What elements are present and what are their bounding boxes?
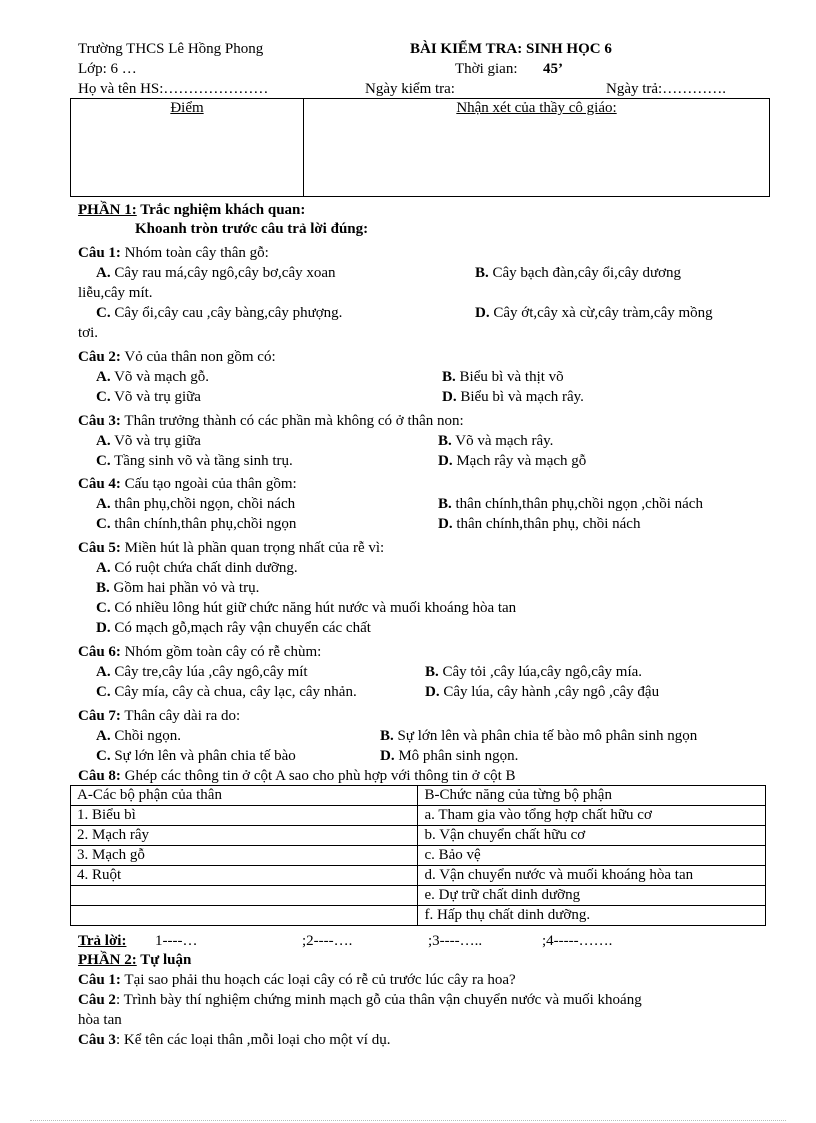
table-row <box>71 846 766 866</box>
answer-blank-4: ;4-----……. <box>542 933 613 949</box>
q7-option-c: C. Sự lớn lên và phân chia tế bào <box>96 748 296 764</box>
q7-option-d: D. Mô phân sinh ngọn. <box>380 748 519 764</box>
table-cell-a: 4. Ruột <box>71 866 418 886</box>
time-value: 45’ <box>543 61 563 77</box>
q5-option-d: D. Có mạch gỗ,mạch rây vận chuyển các chất <box>96 620 371 636</box>
table-cell-b: b. Vận chuyển chất hữu cơ <box>418 826 766 846</box>
table-row <box>71 806 766 826</box>
part2-heading: PHẦN 2: Tự luận <box>78 952 192 968</box>
q7-text: Câu 7: Thân cây dài ra do: <box>78 708 241 724</box>
q6-option-c: C. Cây mía, cây cà chua, cây lạc, cây nhản. <box>96 684 357 700</box>
q6-option-a: A. Cây tre,cây lúa ,cây ngô,cây mít <box>96 664 308 680</box>
q2-option-c: C. Võ và trụ giữa <box>96 389 201 405</box>
q6-text: Câu 6: Nhóm gồm toàn cây có rễ chùm: <box>78 644 322 660</box>
matching-table <box>70 785 766 926</box>
table-row <box>71 906 766 926</box>
table-cell-a: 2. Mạch rây <box>71 826 418 846</box>
answer-label: Trả lời: <box>78 933 127 949</box>
q2-text: Câu 2: Vỏ của thân non gồm có: <box>78 349 276 365</box>
q3-option-a: A. Võ và trụ giữa <box>96 433 201 449</box>
table-cell-b: d. Vận chuyển nước và muối khoáng hòa tan <box>418 866 766 886</box>
q4-option-b: B. thân chính,thân phụ,chồi ngọn ,chồi nách <box>438 496 703 512</box>
q4-option-a: A. thân phụ,chồi ngọn, chồi nách <box>96 496 296 512</box>
q3-option-b: B. Võ và mạch rây. <box>438 433 554 449</box>
table-cell-b: c. Bảo vệ <box>418 846 766 866</box>
q1-option-b: B. Cây bạch đàn,cây ổi,cây dương <box>475 265 682 281</box>
table-row <box>71 826 766 846</box>
column-b-header: B-Chức năng của từng bộ phận <box>418 786 766 806</box>
q5-option-a: A. Có ruột chứa chất dinh dưỡng. <box>96 560 298 576</box>
part1-heading: PHẦN 1: Trắc nghiệm khách quan: <box>78 202 306 218</box>
table-cell-a: 1. Biểu bì <box>71 806 418 826</box>
table-cell-b: e. Dự trữ chất dinh dưỡng <box>418 886 766 906</box>
q5-option-c: C. Có nhiều lông hút giữ chức năng hút nước và muối khoáng hòa tan <box>96 600 517 616</box>
score-cell <box>71 99 304 197</box>
q1-option-b-cont: liễu,cây mít. <box>78 285 153 301</box>
time-label: Thời gian: <box>455 61 518 77</box>
exam-date-field: Ngày kiểm tra: <box>365 81 455 97</box>
q5-option-b: B. Gồm hai phần vỏ và trụ. <box>96 580 260 596</box>
essay-q1: Câu 1: Tại sao phải thu hoạch các loại cây có rễ củ trước lúc cây ra hoa? <box>78 972 516 988</box>
q1-option-d: D. Cây ớt,cây xà cừ,cây tràm,cây mồng <box>475 305 713 321</box>
table-header-row <box>71 786 766 806</box>
q1-text: Câu 1: Nhóm toàn cây thân gỗ: <box>78 245 269 261</box>
score-label: Điểm <box>170 100 204 116</box>
q2-option-b: B. Biểu bì và thịt võ <box>442 369 564 385</box>
q1-option-a: A. Cây rau má,cây ngô,cây bơ,cây xoan <box>96 265 336 281</box>
answer-blank-3: ;3----….. <box>428 933 483 949</box>
q1-option-d-cont: tơi. <box>78 325 99 341</box>
table-cell-b: a. Tham gia vào tổng hợp chất hữu cơ <box>418 806 766 826</box>
q2-option-a: A. Võ và mạch gỗ. <box>96 369 210 385</box>
q3-text: Câu 3: Thân trưởng thành có các phần mà không có ở thân non: <box>78 413 464 429</box>
q7-option-a: A. Chồi ngọn. <box>96 728 182 744</box>
table-row <box>71 886 766 906</box>
q3-option-c: C. Tầng sinh võ và tầng sinh trụ. <box>96 453 293 469</box>
class-label: Lớp: 6 … <box>78 61 137 77</box>
q2-option-d: D. Biểu bì và mạch rây. <box>442 389 584 405</box>
part1-instruction: Khoanh tròn trước câu trả lời đúng: <box>135 221 369 237</box>
answer-blank-1: 1----… <box>155 933 198 949</box>
column-a-header: A-Các bộ phận của thân <box>71 786 418 806</box>
q4-text: Câu 4: Cấu tạo ngoài của thân gồm: <box>78 476 297 492</box>
comment-label: Nhận xét của thầy cô giáo: <box>456 100 617 116</box>
score-comment-box <box>70 98 770 197</box>
table-cell-b: f. Hấp thụ chất dinh dưỡng. <box>418 906 766 926</box>
table-row <box>71 866 766 886</box>
table-cell-a <box>71 906 418 926</box>
essay-q2-cont: hòa tan <box>78 1012 122 1028</box>
essay-q3: Câu 3: Kể tên các loại thân ,mỗi loại cho một ví dụ. <box>78 1032 391 1048</box>
student-name-field: Họ và tên HS:………………… <box>78 81 269 97</box>
q4-option-d: D. thân chính,thân phụ, chồi nách <box>438 516 641 532</box>
comment-cell <box>304 99 770 197</box>
school-name: Trường THCS Lê Hồng Phong <box>78 41 264 57</box>
q6-option-d: D. Cây lúa, cây hành ,cây ngô ,cây đậu <box>425 684 660 700</box>
q8-text: Câu 8: Ghép các thông tin ở cột A sao cho phù hợp với thông tin ở cột B <box>78 768 516 784</box>
exam-title: BÀI KIỂM TRA: SINH HỌC 6 <box>410 41 612 57</box>
q5-text: Câu 5: Miền hút là phần quan trọng nhất của rễ vì: <box>78 540 385 556</box>
table-cell-a: 3. Mạch gỗ <box>71 846 418 866</box>
q7-option-b: B. Sự lớn lên và phân chia tế bào mô phân sinh ngọn <box>380 728 698 744</box>
return-date-field: Ngày trả:…………. <box>606 81 726 97</box>
answer-blank-2: ;2----…. <box>302 933 353 949</box>
q1-option-c: C. Cây ổi,cây cau ,cây bàng,cây phượng. <box>96 305 343 321</box>
q6-option-b: B. Cây tỏi ,cây lúa,cây ngô,cây mía. <box>425 664 643 680</box>
essay-q2: Câu 2: Trình bày thí nghiệm chứng minh mạch gỗ của thân vận chuyển nước và muối khoáng <box>78 992 642 1008</box>
q4-option-c: C. thân chính,thân phụ,chồi ngọn <box>96 516 297 532</box>
q3-option-d: D. Mạch rây và mạch gỗ <box>438 453 587 469</box>
table-cell-a <box>71 886 418 906</box>
page-divider <box>30 1120 786 1121</box>
